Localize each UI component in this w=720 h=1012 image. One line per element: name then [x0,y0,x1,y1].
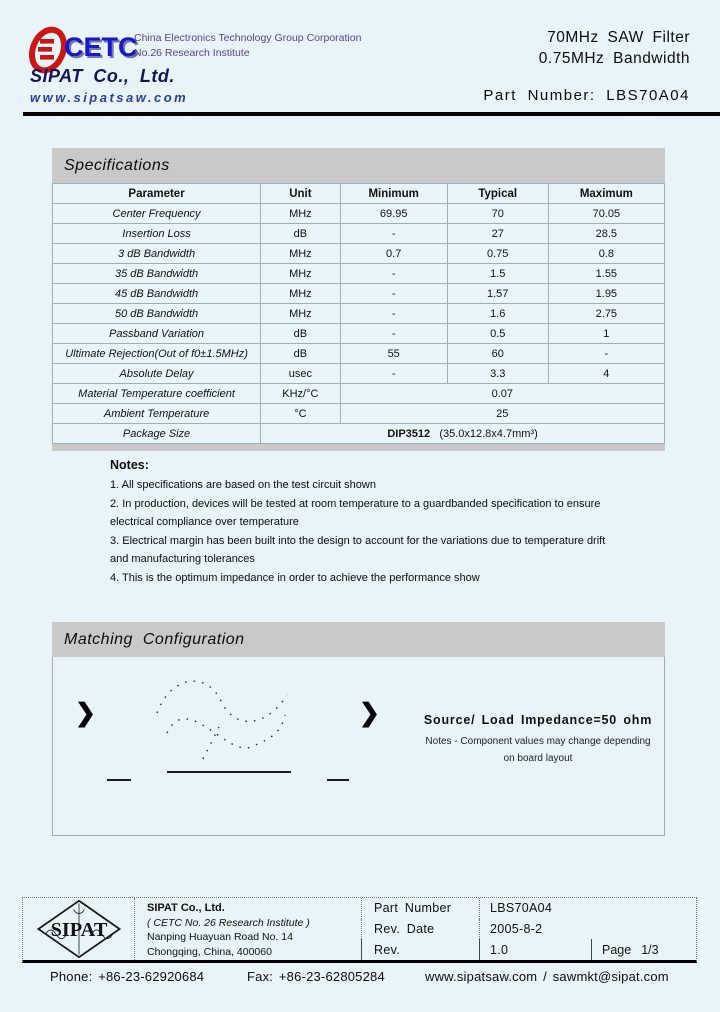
note-line: and manufacturing tolerances [110,553,255,565]
part-number-value: LBS70A04 [606,87,690,104]
address-company: SIPAT Co., Ltd. [147,902,225,914]
page-label: Page [602,942,632,957]
package-dims: (35.0x12.8x4.7mm³) [439,427,538,440]
table-row [53,224,665,244]
product-title [539,27,690,69]
schematic-line [327,779,349,781]
package-value-cell [261,424,665,444]
unit-cell: MHz [261,264,341,284]
table-row [53,344,665,364]
max-cell: 1 [548,324,664,344]
part-number [483,87,690,104]
part-number-value: LBS70A04 [479,898,696,919]
max-cell: 1.55 [548,264,664,284]
param-cell: Insertion Loss [53,224,261,244]
typ-cell: 1.57 [447,284,548,304]
address-city: Chongqing, China, 400060 [147,945,272,958]
typ-cell: 0.75 [447,244,548,264]
min-cell: - [340,224,447,244]
table-row-merged [53,404,665,424]
unit-cell: dB [261,324,341,344]
col-header-parameter: Parameter [53,184,261,204]
min-cell: - [340,364,447,384]
typ-cell: 27 [447,224,548,244]
org-line-1: China Electronics Technology Group Corporation [134,32,362,44]
col-header-unit: Unit [261,184,341,204]
table-row [53,264,665,284]
table-row-package [53,424,665,444]
table-row [53,364,665,384]
rev-value: 1.0 [479,939,591,960]
note-line: electrical compliance over temperature [110,516,299,528]
fax-number: Fax: +86-23-62805284 [247,969,385,984]
footer-row-rev-date [361,919,696,940]
max-cell: 0.8 [548,244,664,264]
phone-number: Phone: +86-23-62920684 [50,969,205,984]
unit-cell: usec [261,364,341,384]
param-cell: Passband Variation [53,324,261,344]
table-row [53,204,665,224]
org-line-2: No.26 Research Institute [134,47,250,59]
unit-cell: MHz [261,284,341,304]
note-line: 2. In production, devices will be tested at room temperature to a guardbanded specification to ensure [110,497,601,510]
min-cell: - [340,284,447,304]
min-cell: - [340,264,447,284]
typ-cell: 60 [447,344,548,364]
footer-info-table [22,897,697,963]
max-cell: 4 [548,364,664,384]
matching-notes [415,713,661,770]
col-header-typical: Typical [447,184,548,204]
page-value: 1/3 [641,942,659,957]
max-cell: 1.95 [548,284,664,304]
cetc-logo: CETC [64,32,138,62]
merged-value-cell: 0.07 [340,384,664,404]
specifications-table [52,183,665,444]
param-cell: Ambient Temperature [53,404,261,424]
param-cell: Center Frequency [53,204,261,224]
address-institute: ( CETC No. 26 Research Institute ) [147,916,310,929]
table-row [53,304,665,324]
company-website-link[interactable]: www.sipatsaw.com [30,90,189,105]
param-cell: 45 dB Bandwidth [53,284,261,304]
matching-diagram [52,657,665,836]
max-cell: 70.05 [548,204,664,224]
cetc-org-lines [134,31,361,61]
param-cell: 3 dB Bandwidth [53,244,261,264]
unit-cell: MHz [261,244,341,264]
rev-label: Rev. [361,939,479,960]
col-header-minimum: Minimum [340,184,447,204]
address-street: Nanping Huayuan Road No. 14 [147,931,293,943]
param-cell: Material Temperature coefficient [53,384,261,404]
typ-cell: 70 [447,204,548,224]
web-email-link[interactable]: www.sipatsaw.com / sawmkt@sipat.com [425,969,669,984]
table-row-merged [53,384,665,404]
min-cell: 0.7 [340,244,447,264]
note-line: 1. All specifications are based on the test circuit shown [110,479,376,491]
specifications-title: Specifications [64,157,170,174]
typ-cell: 3.3 [447,364,548,384]
param-cell: Ultimate Rejection(Out of f0±1.5MHz) [53,344,261,364]
unit-cell: dB [261,224,341,244]
contact-line [0,969,720,989]
schematic-line [167,771,291,773]
footer-revision-block [361,898,696,960]
max-cell: - [548,344,664,364]
col-header-maximum: Maximum [548,184,664,204]
table-header-row [53,184,665,204]
unit-cell: dB [261,344,341,364]
page-indicator [591,939,696,960]
merged-value-cell: 25 [340,404,664,424]
product-title-line1: 70MHz SAW Filter [547,29,690,46]
sipat-logo [23,898,135,960]
table-row [53,284,665,304]
param-cell: 35 dB Bandwidth [53,264,261,284]
footer-row-part-number [361,898,696,919]
min-cell: 55 [340,344,447,364]
footer-row-rev [361,939,696,960]
param-cell: Absolute Delay [53,364,261,384]
note-line: 4. This is the optimum impedance in order to achieve the performance show [110,571,480,584]
unit-cell: MHz [261,304,341,324]
part-number-label: Part Number: [483,87,596,104]
input-arrow-icon: ❯ [75,699,96,727]
circuit-sketch-icon [145,671,297,768]
impedance-text: Source/ Load Impedance=50 ohm [423,713,653,727]
max-cell: 28.5 [548,224,664,244]
specifications-section [52,148,665,451]
footer-address [135,898,361,960]
max-cell: 2.75 [548,304,664,324]
rev-date-label: Rev. Date [361,919,479,940]
unit-cell: KHz/°C [261,384,341,404]
rev-date-value: 2005-8-2 [479,919,696,940]
matching-title: Matching Configuration [64,631,245,648]
typ-cell: 0.5 [447,324,548,344]
sipat-logo-text: SIPAT [50,919,107,942]
part-number-label: Part Number [361,898,479,919]
min-cell: - [340,304,447,324]
typ-cell: 1.5 [447,264,548,284]
matching-section [52,622,665,836]
unit-cell: °C [261,404,341,424]
notes-section [110,458,650,590]
schematic-line [107,779,131,781]
output-arrow-icon: ❯ [359,699,380,727]
table-row [53,244,665,264]
matching-note-line2: on board layout [503,753,573,764]
typ-cell: 1.6 [447,304,548,324]
min-cell: 69.95 [340,204,447,224]
product-title-line2: 0.75MHz Bandwidth [538,50,690,67]
unit-cell: MHz [261,204,341,224]
header-rule [23,112,720,116]
matching-note-line1: Notes - Component values may change depending [425,736,651,747]
company-name: SIPAT Co., Ltd. [30,66,175,86]
min-cell: - [340,324,447,344]
notes-title: Notes: [110,458,149,472]
table-row [53,324,665,344]
note-line: 3. Electrical margin has been built into the design to account for the variations due to temperature drift [110,534,606,547]
package-name: DIP3512 [387,427,431,440]
param-cell: Package Size [53,424,261,444]
param-cell: 50 dB Bandwidth [53,304,261,324]
